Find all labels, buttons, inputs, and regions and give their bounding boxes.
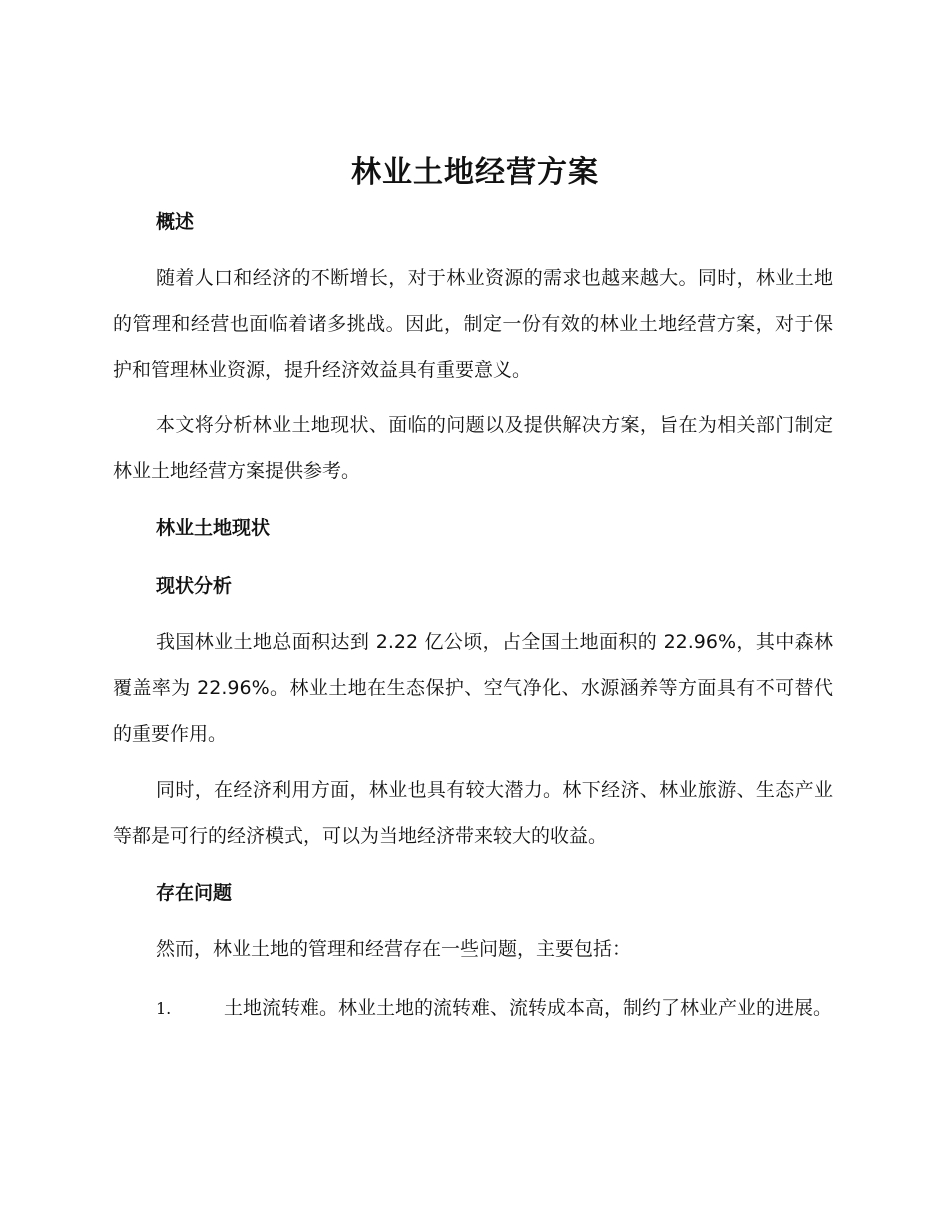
list-item-number: 1. bbox=[156, 999, 172, 1018]
paragraph-problems-intro: 然而，林业土地的管理和经营存在一些问题，主要包括： bbox=[156, 938, 632, 960]
paragraph-overview-2: 本文将分析林业土地现状、面临的问题以及提供解决方案，旨在为相关部门制定林业土地经营方案提供参考。 bbox=[113, 414, 833, 482]
document-title: 林业土地经营方案 bbox=[351, 155, 599, 190]
section-heading-overview: 概述 bbox=[156, 211, 195, 233]
list-item bbox=[113, 985, 833, 1032]
section-heading-status: 林业土地现状 bbox=[156, 517, 271, 539]
paragraph-analysis-2: 同时，在经济利用方面，林业也具有较大潜力。林下经济、林业旅游、生态产业等都是可行的经济模式，可以为当地经济带来较大的收益。 bbox=[113, 779, 833, 847]
list-item-text: 土地流转难。林业土地的流转难、流转成本高，制约了林业产业的进展。 bbox=[224, 997, 833, 1019]
section-heading-problems: 存在问题 bbox=[156, 882, 233, 904]
paragraph-analysis-1: 我国林业土地总面积达到 2.22 亿公顷，占全国土地面积的 22.96%，其中森林覆盖率为 22.96%。林业土地在生态保护、空气净化、水源涵养等方面具有不可替代的重要作用。 bbox=[113, 631, 833, 745]
section-heading-analysis: 现状分析 bbox=[156, 575, 233, 597]
paragraph-overview-1: 随着人口和经济的不断增长，对于林业资源的需求也越来越大。同时，林业土地的管理和经营也面临着诸多挑战。因此，制定一份有效的林业土地经营方案，对于保护和管理林业资源，提升经济效益具有重要意义。 bbox=[113, 267, 833, 381]
